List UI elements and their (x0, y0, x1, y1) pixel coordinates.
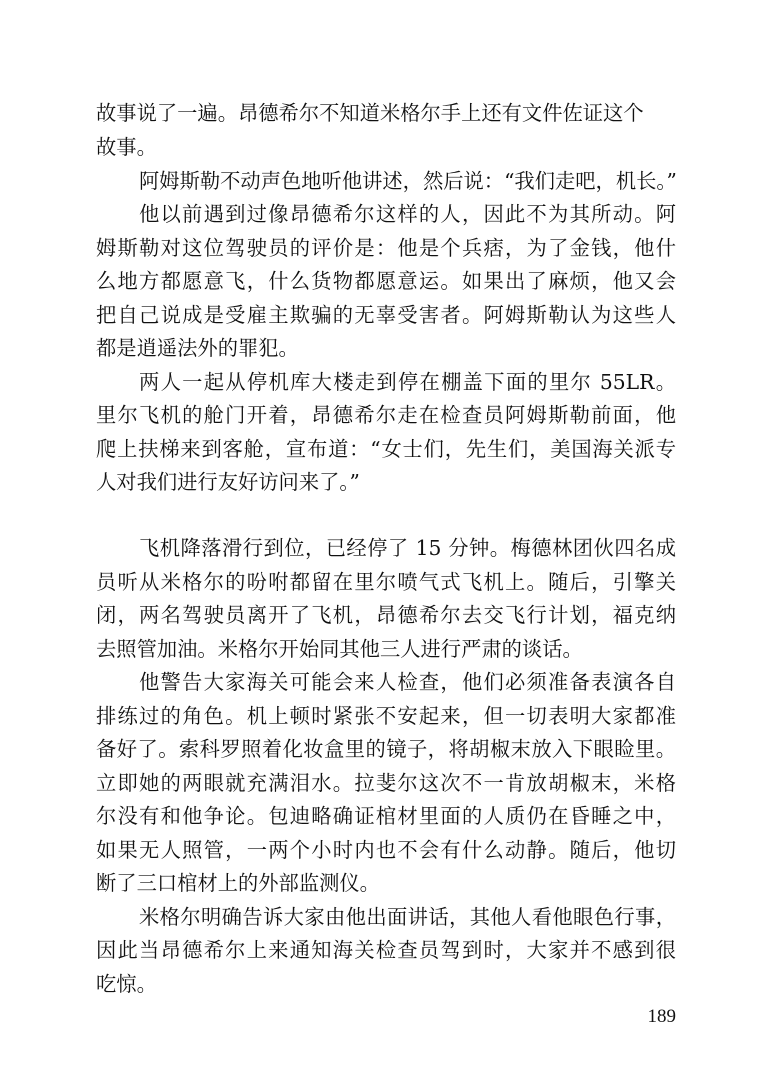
text-line: 故事。 (96, 135, 157, 159)
text-line: 米格尔明确告诉大家由他出面讲话，其他人看他眼色行事， (139, 905, 676, 929)
text-line: 里尔飞机的舱门开着，昂德希尔走在检查员阿姆斯勒前面，他 (96, 403, 676, 427)
text-line: 么地方都愿意飞，什么货物都愿意运。如果出了麻烦，他又会 (96, 269, 676, 293)
text-line: 立即她的两眼就充满泪水。拉斐尔这次不一肯放胡椒末，米格 (96, 771, 676, 795)
text-line: 姆斯勒对这位驾驶员的评价是：他是个兵痞，为了金钱，他什 (96, 236, 676, 260)
text-line: 去照管加油。米格尔开始同其他三人进行严肃的谈话。 (96, 637, 583, 661)
text-line: 把自己说成是受雇主欺骗的无辜受害者。阿姆斯勒认为这些人 (96, 303, 676, 327)
text-line: 如果无人照管，一两个小时内也不会有什么动静。随后，他切 (96, 838, 676, 862)
text-line: 人对我们进行友好访问来了。” (96, 470, 360, 494)
text-line: 飞机降落滑行到位，已经停了 15 分钟。梅德林团伙四名成 (139, 536, 676, 560)
text-line: 吃惊。 (96, 972, 157, 996)
text-line: 因此当昂德希尔上来通知海关检查员驾到时，大家并不感到很 (96, 938, 676, 962)
text-line: 两人一起从停机库大楼走到停在棚盖下面的里尔 55LR。 (139, 370, 676, 394)
text-line: 阿姆斯勒不动声色地听他讲述，然后说：“我们走吧，机长。” (139, 169, 677, 193)
text-line: 断了三口棺材上的外部监测仪。 (96, 871, 380, 895)
text-line: 尔没有和他争论。包迪略确证棺材里面的人质仍在昏睡之中， (96, 804, 676, 828)
text-line: 备好了。索科罗照着化妆盒里的镜子，将胡椒末放入下眼睑里。 (96, 737, 676, 761)
text-line: 员听从米格尔的吩咐都留在里尔喷气式飞机上。随后，引擎关 (96, 570, 676, 594)
text-line: 排练过的角色。机上顿时紧张不安起来，但一切表明大家都准 (96, 704, 676, 728)
text-line: 爬上扶梯来到客舱，宣布道：“女士们，先生们，美国海关派专 (96, 437, 676, 461)
text-line: 他警告大家海关可能会来人检查，他们必须准备表演各自 (139, 670, 676, 694)
text-line: 都是逍遥法外的罪犯。 (96, 336, 299, 360)
page-number: 189 (647, 1006, 676, 1027)
text-line: 故事说了一遍。昂德希尔不知道米格尔手上还有文件佐证这个 (96, 101, 644, 125)
text-line: 闭，两名驾驶员离开了飞机，昂德希尔去交飞行计划，福克纳 (96, 603, 676, 627)
text-line: 他以前遇到过像昂德希尔这样的人，因此不为其所动。阿 (139, 202, 676, 226)
